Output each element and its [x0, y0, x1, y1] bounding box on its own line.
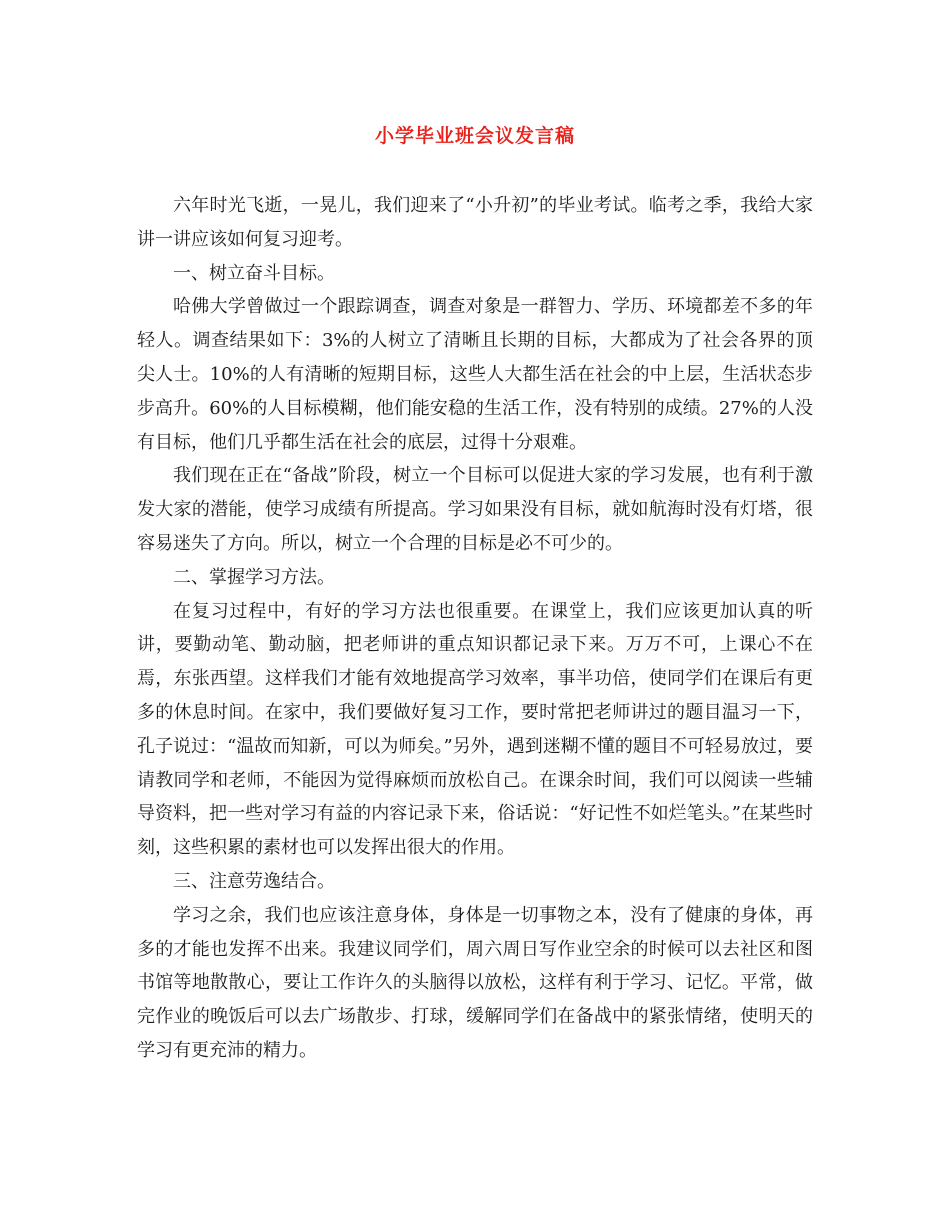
- paragraph-goal-importance: 我们现在正在“备战”阶段，树立一个目标可以促进大家的学习发展，也有利于激发大家的潜能，使学习成绩有所提高。学习如果没有目标，就如航海时没有灯塔，很容易迷失了方向。所以，树立一个合理的目标是必不可少的。: [137, 465, 813, 554]
- paragraph-study-methods: 在复习过程中，有好的学习方法也很重要。在课堂上，我们应该更加认真的听讲，要勤动笔、勤动脑，把老师讲的重点知识都记录下来。万万不可，上课心不在焉，东张西望。这样我们才能有效地提高学习效率，事半功倍，使同学们在课后有更多的休息时间。在家中，我们要做好复习工作，要时常把老师讲过的题目温习一下，孔子说过：“温故而知新，可以为师矣。”另外，遇到迷糊不懂的题目不可轻易放过，要请教同学和老师，不能因为觉得麻烦而放松自己。在课余时间，我们可以阅读一些辅导资料，把一些对学习有益的内容记录下来，俗话说：“好记性不如烂笔头。”在某些时刻，这些积累的素材也可以发挥出很大的作用。: [137, 600, 813, 859]
- paragraph-harvard-survey: 哈佛大学曾做过一个跟踪调查，调查对象是一群智力、学历、环境都差不多的年轻人。调查结果如下：3%的人树立了清晰且长期的目标，大都成为了社会各界的顶尖人士。10%的人有清晰的短期目标，这些人大都生活在社会的中上层，生活状态步步高升。60%的人目标模糊，他们能安稳的生活工作，没有特别的成绩。27%的人没有目标，他们几乎都生活在社会的底层，过得十分艰难。: [137, 296, 813, 453]
- section-heading-3: 三、注意劳逸结合。: [173, 870, 335, 892]
- section-heading-1: 一、树立奋斗目标。: [173, 262, 335, 284]
- document-body: [137, 189, 813, 1068]
- paragraph-intro: 六年时光飞逝，一晃儿，我们迎来了“小升初”的毕业考试。临考之季，我给大家讲一讲应该如何复习迎考。: [137, 195, 813, 250]
- section-heading-2: 二、掌握学习方法。: [173, 566, 335, 588]
- document-title: 小学毕业班会议发言稿: [374, 125, 575, 147]
- paragraph-rest-balance: 学习之余，我们也应该注意身体，身体是一切事物之本，没有了健康的身体，再多的才能也发挥不出来。我建议同学们，周六周日写作业空余的时候可以去社区和图书馆等地散散心，要让工作许久的头脑得以放松，这样有利于学习、记忆。平常，做完作业的晚饭后可以去广场散步、打球，缓解同学们在备战中的紧张情绪，使明天的学习有更充沛的精力。: [137, 904, 813, 1061]
